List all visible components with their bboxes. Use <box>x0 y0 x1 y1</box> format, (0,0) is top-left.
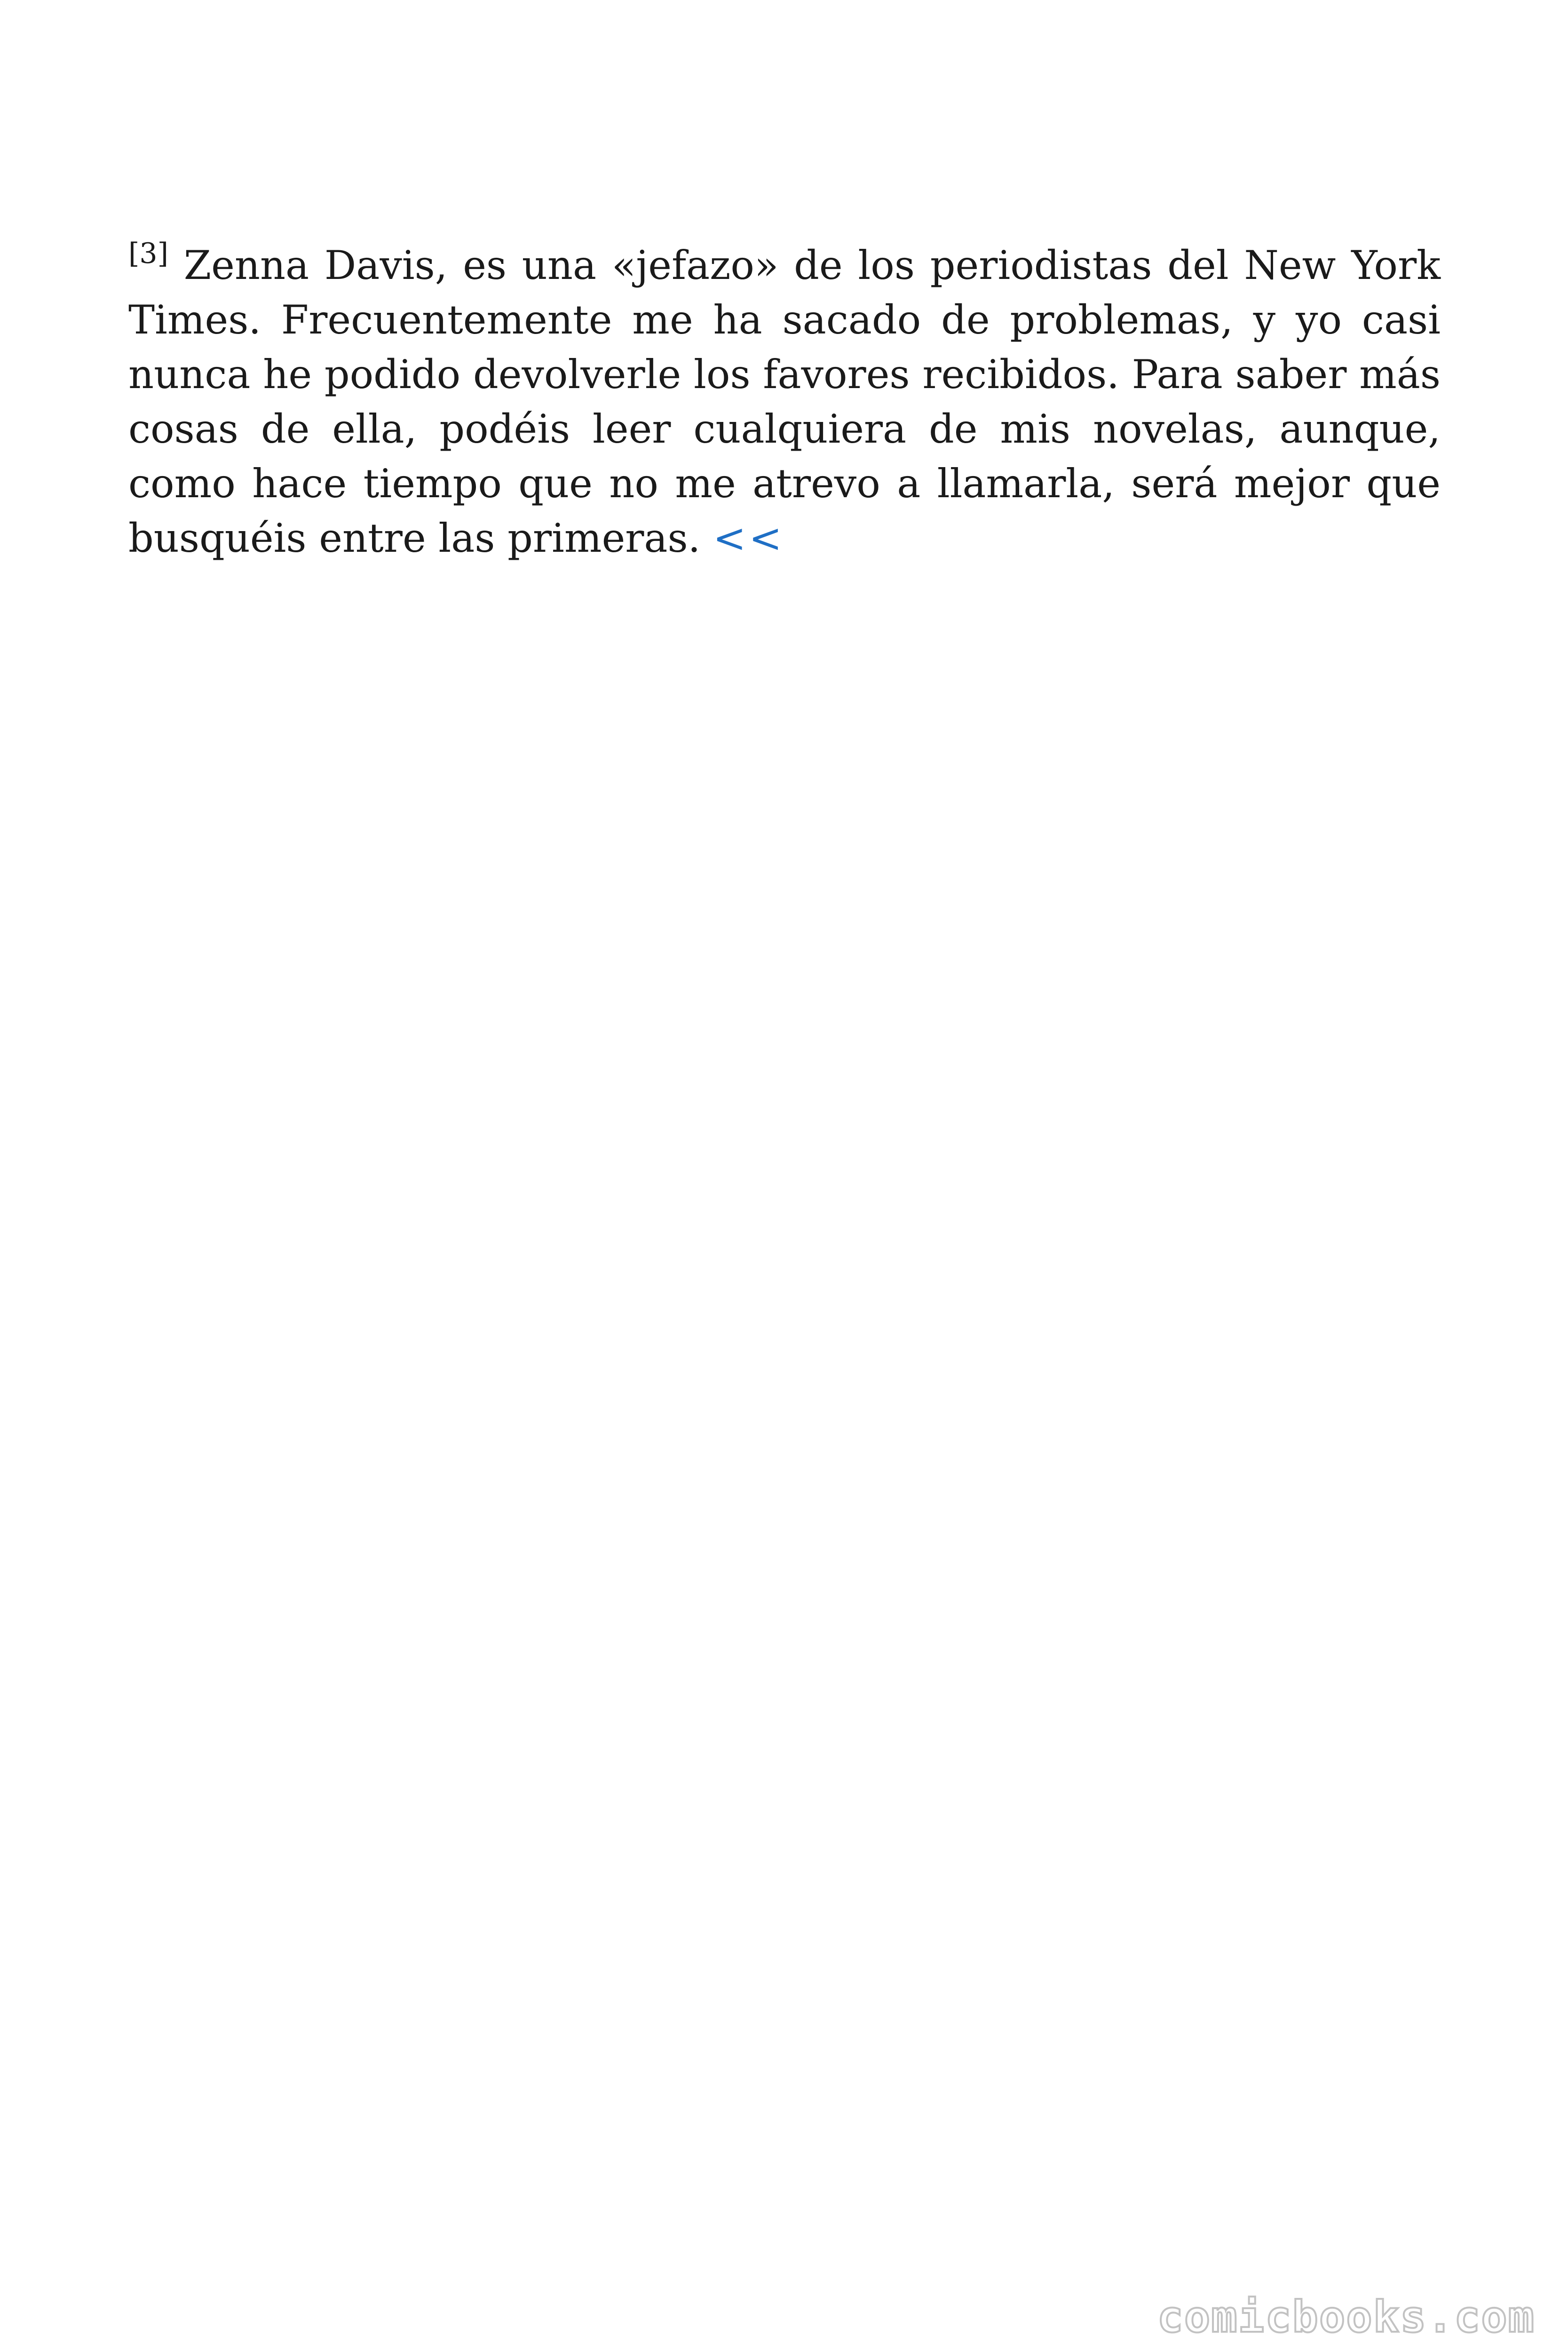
footnote-paragraph <box>128 238 1441 565</box>
watermark-logo: comicbooks.com <box>1157 2292 1535 2342</box>
back-link[interactable]: << <box>713 515 785 561</box>
footnote-text: Zenna Davis, es una «jefazo» de los periodistas del New York Times. Frecuentemente me ha sacado de problemas, y yo casi nunca he podido devolverle los favores recibidos. Para saber más cosas de ella, podéis leer cualquiera de mis novelas, aunque, como hace tiempo que no me atrevo a llamarla, será mejor que busquéis entre las primeras. <box>128 242 1441 561</box>
footnote-marker: [3] <box>128 237 168 270</box>
